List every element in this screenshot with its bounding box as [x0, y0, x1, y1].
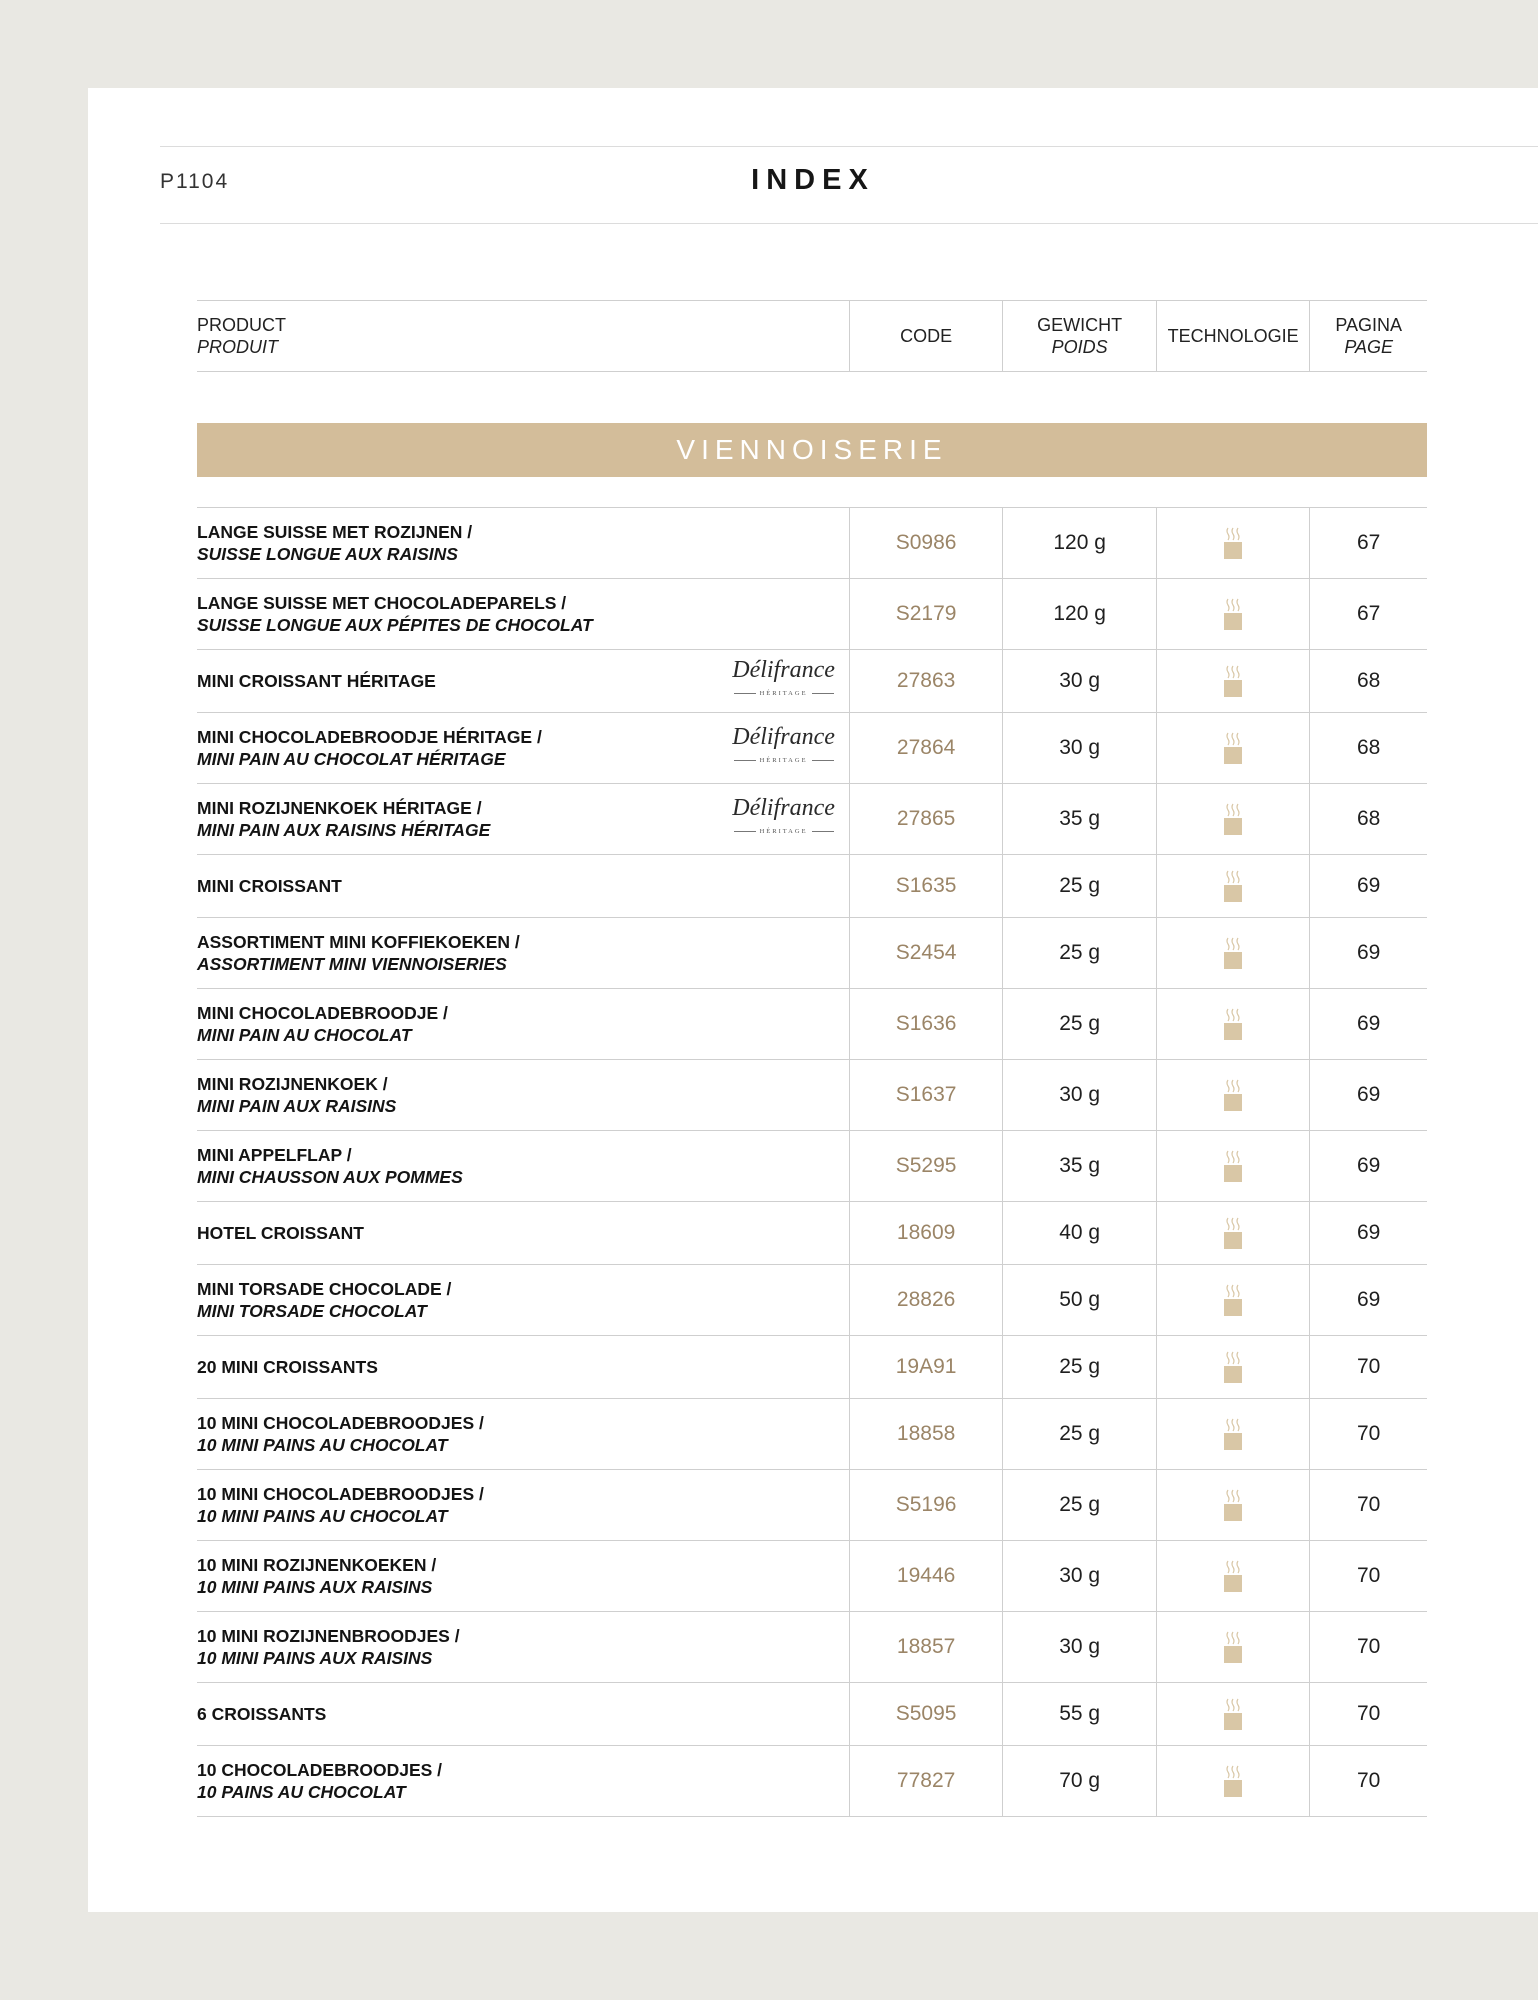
product-names [197, 1144, 463, 1188]
product-names [197, 1703, 326, 1725]
product-page: 70 [1309, 1683, 1427, 1745]
product-name-nl: 10 CHOCOLADEBROODJES / [197, 1760, 443, 1780]
logo-brand: Délifrance [732, 656, 835, 683]
bake-off-oven-icon [1222, 526, 1244, 560]
product-code: S1637 [849, 1060, 1003, 1130]
product-weight: 30 g [1002, 1541, 1156, 1611]
technology-cell [1156, 1399, 1310, 1469]
technology-cell [1156, 989, 1310, 1059]
technology-cell [1156, 1336, 1310, 1398]
product-page: 68 [1309, 650, 1427, 712]
product-page: 69 [1309, 1060, 1427, 1130]
product-cell [197, 1683, 849, 1745]
product-weight: 25 g [1002, 918, 1156, 988]
product-weight: 40 g [1002, 1202, 1156, 1264]
product-names [197, 1073, 396, 1117]
product-cell [197, 1060, 849, 1130]
product-code: 19446 [849, 1541, 1003, 1611]
header-product [197, 301, 849, 371]
product-weight: 50 g [1002, 1265, 1156, 1335]
product-cell [197, 1336, 849, 1398]
product-names [197, 1002, 448, 1046]
delifrance-heritage-logo [732, 796, 835, 843]
technology-cell [1156, 918, 1310, 988]
technology-cell [1156, 579, 1310, 649]
product-names [197, 1412, 484, 1456]
catalog-page [88, 88, 1538, 1912]
bake-off-oven-icon [1222, 1559, 1244, 1593]
product-names [197, 931, 520, 975]
product-weight: 25 g [1002, 1336, 1156, 1398]
bake-off-oven-icon [1222, 1417, 1244, 1451]
product-name-nl: MINI APPELFLAP / [197, 1145, 352, 1165]
product-names [197, 1483, 484, 1527]
bake-off-oven-icon [1222, 1283, 1244, 1317]
technology-cell [1156, 713, 1310, 783]
logo-subtitle: HÉRITAGE [734, 821, 834, 843]
product-name-nl: LANGE SUISSE MET CHOCOLADEPARELS / [197, 593, 567, 613]
product-code: S1635 [849, 855, 1003, 917]
product-names [197, 1278, 451, 1322]
technology-cell [1156, 1060, 1310, 1130]
table-row [197, 1131, 1427, 1202]
technology-cell [1156, 784, 1310, 854]
product-name-fr: MINI PAIN AU CHOCOLAT [197, 1025, 412, 1045]
product-names [197, 521, 472, 565]
logo-brand: Délifrance [732, 723, 835, 750]
product-code: 18857 [849, 1612, 1003, 1682]
product-weight: 30 g [1002, 1612, 1156, 1682]
technology-cell [1156, 1541, 1310, 1611]
product-weight: 35 g [1002, 1131, 1156, 1201]
product-page: 70 [1309, 1541, 1427, 1611]
product-cell [197, 650, 849, 712]
product-page: 69 [1309, 989, 1427, 1059]
product-code: S5196 [849, 1470, 1003, 1540]
table-row [197, 989, 1427, 1060]
table-row [197, 650, 1427, 713]
product-cell [197, 579, 849, 649]
product-name-fr: MINI CHAUSSON AUX POMMES [197, 1167, 463, 1187]
product-names [197, 670, 436, 692]
table-row [197, 1746, 1427, 1817]
product-page: 69 [1309, 1202, 1427, 1264]
product-code: S0986 [849, 508, 1003, 578]
product-name-fr: ASSORTIMENT MINI VIENNOISERIES [197, 954, 507, 974]
bake-off-oven-icon [1222, 1149, 1244, 1183]
product-name-nl: ASSORTIMENT MINI KOFFIEKOEKEN / [197, 932, 520, 952]
product-weight: 25 g [1002, 1470, 1156, 1540]
product-name-fr: SUISSE LONGUE AUX PÉPITES DE CHOCOLAT [197, 615, 593, 635]
technology-cell [1156, 1202, 1310, 1264]
product-name-nl: MINI CHOCOLADEBROODJE HÉRITAGE / [197, 727, 542, 747]
product-page: 68 [1309, 784, 1427, 854]
product-weight: 30 g [1002, 650, 1156, 712]
bake-off-oven-icon [1222, 936, 1244, 970]
technology-cell [1156, 1265, 1310, 1335]
product-cell [197, 1470, 849, 1540]
header-page [1309, 301, 1427, 371]
category-band: VIENNOISERIE [197, 423, 1427, 477]
product-name-nl: MINI TORSADE CHOCOLADE / [197, 1279, 452, 1299]
header-technology [1156, 301, 1310, 371]
product-name-nl: 10 MINI ROZIJNENKOEKEN / [197, 1555, 437, 1575]
product-weight: 25 g [1002, 989, 1156, 1059]
product-name-nl: 10 MINI ROZIJNENBROODJES / [197, 1626, 460, 1646]
product-cell [197, 713, 849, 783]
product-names [197, 875, 342, 897]
product-cell [197, 989, 849, 1059]
header-code-label: CODE [900, 326, 953, 346]
product-cell [197, 1265, 849, 1335]
product-code: 28826 [849, 1265, 1003, 1335]
product-code: 27864 [849, 713, 1003, 783]
product-code: 18858 [849, 1399, 1003, 1469]
product-name-fr: MINI PAIN AUX RAISINS [197, 1096, 397, 1116]
header-weight-nl: GEWICHT [1037, 315, 1123, 335]
table-row [197, 713, 1427, 784]
product-name-nl: HOTEL CROISSANT [197, 1223, 364, 1243]
product-code: 27863 [849, 650, 1003, 712]
bake-off-oven-icon [1222, 1764, 1244, 1798]
product-code: 27865 [849, 784, 1003, 854]
product-code: 19A91 [849, 1336, 1003, 1398]
technology-cell [1156, 1746, 1310, 1816]
table-row [197, 784, 1427, 855]
technology-cell [1156, 1683, 1310, 1745]
product-name-fr: 10 MINI PAINS AUX RAISINS [197, 1577, 433, 1597]
header-weight-fr: POIDS [1051, 337, 1108, 357]
product-page: 69 [1309, 918, 1427, 988]
product-weight: 25 g [1002, 1399, 1156, 1469]
logo-subtitle: HÉRITAGE [734, 750, 834, 772]
product-cell [197, 508, 849, 578]
product-names [197, 1222, 364, 1244]
product-name-nl: MINI CROISSANT [197, 876, 342, 896]
product-page: 67 [1309, 579, 1427, 649]
product-names [197, 1554, 436, 1598]
product-page: 67 [1309, 508, 1427, 578]
technology-cell [1156, 508, 1310, 578]
bake-off-oven-icon [1222, 1488, 1244, 1522]
product-page: 70 [1309, 1399, 1427, 1469]
product-cell [197, 1612, 849, 1682]
product-cell [197, 1131, 849, 1201]
product-page: 70 [1309, 1470, 1427, 1540]
technology-cell [1156, 1131, 1310, 1201]
table-row [197, 1202, 1427, 1265]
product-page: 70 [1309, 1612, 1427, 1682]
product-names [197, 1356, 378, 1378]
table-row [197, 1683, 1427, 1746]
product-names [197, 726, 542, 770]
table-row [197, 855, 1427, 918]
product-name-nl: MINI CROISSANT HÉRITAGE [197, 671, 436, 691]
product-name-nl: LANGE SUISSE MET ROZIJNEN / [197, 522, 473, 542]
table-header [197, 300, 1427, 372]
product-code: S5095 [849, 1683, 1003, 1745]
bake-off-oven-icon [1222, 597, 1244, 631]
header-page-nl: PAGINA [1335, 315, 1403, 335]
product-name-nl: MINI CHOCOLADEBROODJE / [197, 1003, 448, 1023]
product-names [197, 1625, 460, 1669]
bake-off-oven-icon [1222, 1697, 1244, 1731]
product-names [197, 592, 593, 636]
product-weight: 120 g [1002, 508, 1156, 578]
bake-off-oven-icon [1222, 664, 1244, 698]
logo-subtitle: HÉRITAGE [734, 683, 834, 705]
product-page: 68 [1309, 713, 1427, 783]
product-name-fr: 10 MINI PAINS AU CHOCOLAT [197, 1435, 448, 1455]
table-row [197, 508, 1427, 579]
product-name-fr: 10 MINI PAINS AU CHOCOLAT [197, 1506, 448, 1526]
header-weight [1002, 301, 1156, 371]
product-weight: 70 g [1002, 1746, 1156, 1816]
product-page: 69 [1309, 855, 1427, 917]
product-name-fr: MINI PAIN AU CHOCOLAT HÉRITAGE [197, 749, 506, 769]
bake-off-oven-icon [1222, 869, 1244, 903]
table-row [197, 918, 1427, 989]
product-weight: 55 g [1002, 1683, 1156, 1745]
product-name-nl: 10 MINI CHOCOLADEBROODJES / [197, 1413, 484, 1433]
table-row [197, 1541, 1427, 1612]
product-names [197, 1759, 442, 1803]
header-product-nl: PRODUCT [197, 315, 286, 335]
product-name-fr: 10 MINI PAINS AUX RAISINS [197, 1648, 433, 1668]
product-page: 70 [1309, 1746, 1427, 1816]
product-name-nl: MINI ROZIJNENKOEK HÉRITAGE / [197, 798, 482, 818]
bake-off-oven-icon [1222, 1078, 1244, 1112]
product-weight: 30 g [1002, 713, 1156, 783]
header-product-fr: PRODUIT [197, 337, 278, 357]
header-top-rule [160, 146, 1538, 147]
product-name-fr: MINI PAIN AUX RAISINS HÉRITAGE [197, 820, 491, 840]
page-number: P1104 [160, 170, 230, 193]
table-row [197, 1470, 1427, 1541]
product-page: 69 [1309, 1131, 1427, 1201]
bake-off-oven-icon [1222, 731, 1244, 765]
product-code: S2454 [849, 918, 1003, 988]
product-code: S1636 [849, 989, 1003, 1059]
bake-off-oven-icon [1222, 1630, 1244, 1664]
header-bottom-rule [160, 223, 1538, 224]
product-weight: 120 g [1002, 579, 1156, 649]
table-row [197, 1060, 1427, 1131]
header-technology-label: TECHNOLOGIE [1167, 326, 1299, 346]
logo-brand: Délifrance [732, 794, 835, 821]
product-name-nl: 10 MINI CHOCOLADEBROODJES / [197, 1484, 484, 1504]
product-name-nl: 20 MINI CROISSANTS [197, 1357, 378, 1377]
delifrance-heritage-logo [732, 725, 835, 772]
technology-cell [1156, 1612, 1310, 1682]
bake-off-oven-icon [1222, 1007, 1244, 1041]
product-names [197, 797, 490, 841]
product-cell [197, 918, 849, 988]
table-row [197, 1399, 1427, 1470]
product-name-fr: 10 PAINS AU CHOCOLAT [197, 1782, 406, 1802]
bake-off-oven-icon [1222, 802, 1244, 836]
product-cell [197, 784, 849, 854]
product-weight: 25 g [1002, 855, 1156, 917]
technology-cell [1156, 650, 1310, 712]
product-name-nl: 6 CROISSANTS [197, 1704, 327, 1724]
table-row [197, 1265, 1427, 1336]
product-code: 18609 [849, 1202, 1003, 1264]
product-weight: 35 g [1002, 784, 1156, 854]
bake-off-oven-icon [1222, 1350, 1244, 1384]
table-row [197, 1612, 1427, 1683]
product-cell [197, 1399, 849, 1469]
header-code [849, 301, 1003, 371]
page-title: INDEX [751, 164, 875, 196]
product-name-fr: MINI TORSADE CHOCOLAT [197, 1301, 427, 1321]
product-cell [197, 1541, 849, 1611]
table-row [197, 1336, 1427, 1399]
delifrance-heritage-logo [732, 658, 835, 705]
product-code: S5295 [849, 1131, 1003, 1201]
product-weight: 30 g [1002, 1060, 1156, 1130]
product-name-fr: SUISSE LONGUE AUX RAISINS [197, 544, 458, 564]
product-page: 70 [1309, 1336, 1427, 1398]
table-row [197, 579, 1427, 650]
technology-cell [1156, 1470, 1310, 1540]
product-code: 77827 [849, 1746, 1003, 1816]
product-cell [197, 1746, 849, 1816]
header-page-fr: PAGE [1344, 337, 1394, 357]
product-code: S2179 [849, 579, 1003, 649]
product-cell [197, 855, 849, 917]
product-page: 69 [1309, 1265, 1427, 1335]
product-cell [197, 1202, 849, 1264]
bake-off-oven-icon [1222, 1216, 1244, 1250]
product-name-nl: MINI ROZIJNENKOEK / [197, 1074, 388, 1094]
technology-cell [1156, 855, 1310, 917]
product-table [197, 507, 1427, 1817]
